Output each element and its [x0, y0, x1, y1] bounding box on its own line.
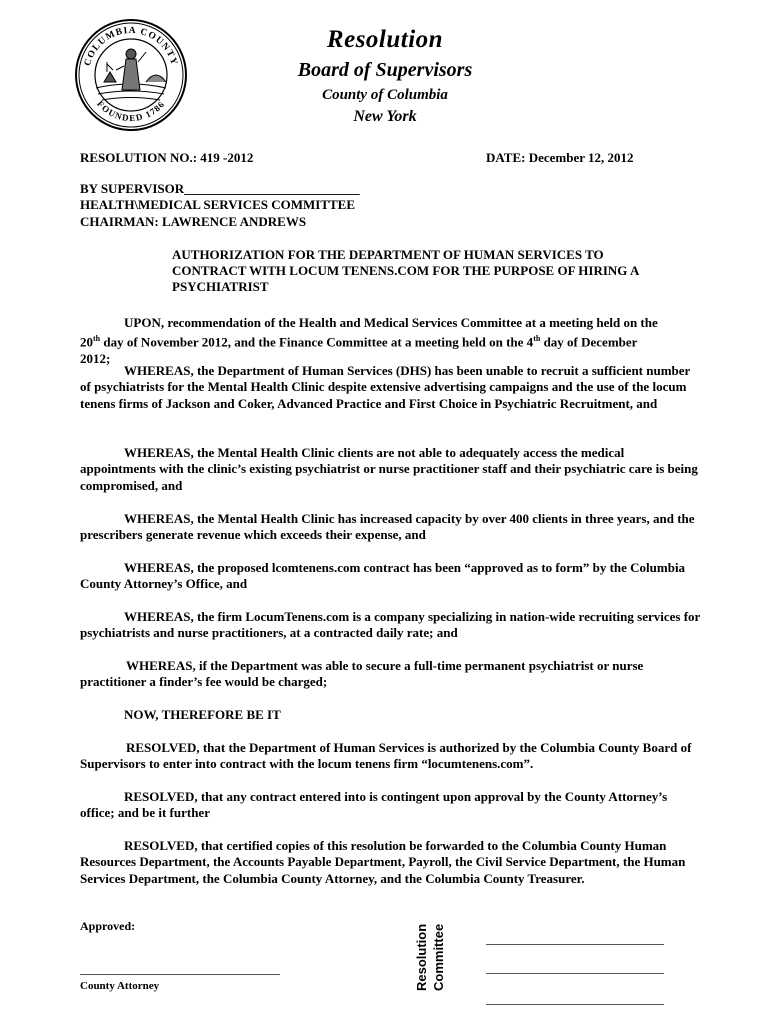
county-attorney-label: County Attorney — [80, 980, 160, 992]
whereas-paragraph-3 — [80, 511, 702, 544]
committee-chairman: CHAIRMAN: LAWRENCE ANDREWS — [80, 214, 307, 229]
resolution-committee-stamp — [412, 923, 452, 992]
therefore-line — [80, 707, 702, 723]
resolved-paragraph-3 — [80, 838, 702, 887]
resolved-3-text: RESOLVED, that certified copies of this resolution be forwarded to the Columbia County Human Resources Department, the Accounts Payable Department, Payroll, the Civil Service Department, the Human Services Department, the Columbia County Attorney, and the Columbia County Treasurer. — [80, 838, 686, 886]
whereas-4-text: WHEREAS, the proposed lcomtenens.com contract has been “approved as to form” by the Columbia County Attorney’s Office, and — [80, 560, 686, 592]
whereas-3-text: WHEREAS, the Mental Health Clinic has increased capacity by over 400 clients in three years, and the prescribers generate revenue which exceeds their expense, and — [80, 511, 695, 543]
seal-ring-bottom-text: FOUNDED 1786 — [95, 98, 167, 124]
attorney-signature-line — [80, 974, 280, 975]
seal-ring-top-text: COLUMBIA COUNTY — [83, 25, 179, 68]
upon-line-1: UPON, recommendation of the Health and Medical Services Committee at a meeting held on the — [124, 315, 658, 330]
whereas-paragraph-2 — [80, 445, 702, 494]
upon-day: 20 — [80, 334, 93, 350]
upon-sup-1: th — [93, 334, 101, 344]
upon-paragraph — [80, 315, 702, 367]
resolution-date: DATE: December 12, 2012 — [486, 150, 634, 165]
approved-label: Approved: — [80, 919, 136, 933]
whereas-paragraph-5 — [80, 609, 702, 642]
committee-signature-line-1 — [486, 944, 664, 945]
subject-line-2: CONTRACT WITH LOCUM TENENS.COM FOR THE PURPOSE OF HIRING A — [172, 263, 640, 278]
subject-line-1: AUTHORIZATION FOR THE DEPARTMENT OF HUMAN SERVICES TO — [172, 247, 604, 262]
whereas-1-text: WHEREAS, the Department of Human Services (DHS) has been unable to recruit a sufficient number of psychiatrists for the Mental Health Clinic despite extensive advertising campaigns and the use of the locum tenens firms of Jackson and Coker, Advanced Practice and First Choice in Psychiatric Recruitment, and — [80, 363, 691, 411]
county-name: County of Columbia — [322, 87, 448, 103]
stamp-line-resolution: Resolution — [414, 923, 429, 991]
document-title: Resolution — [326, 26, 444, 53]
upon-line-2b: day of December — [540, 334, 638, 350]
subject-line-3: PSYCHIATRIST — [172, 279, 269, 294]
therefore-text: NOW, THEREFORE BE IT — [124, 707, 281, 722]
resolution-number: RESOLUTION NO.: 419 -2012 — [80, 150, 254, 165]
stamp-line-committee: Committee — [431, 923, 446, 991]
resolved-2-text: RESOLVED, that any contract entered into is contingent upon approval by the County Attorney’s office; and be it further — [80, 789, 668, 821]
upon-line-2: day of November 2012, and the Finance Committee at a meeting held on the 4 — [100, 334, 534, 350]
whereas-5-text: WHEREAS, the firm LocumTenens.com is a company specializing in nation-wide recruiting services for psychiatrists and nurse practitioners, at a contracted daily rate; and — [80, 609, 701, 641]
by-supervisor: BY SUPERVISOR___________________________ — [80, 181, 360, 196]
whereas-paragraph-1 — [80, 363, 702, 412]
state-name: New York — [353, 108, 417, 125]
whereas-6-text: WHEREAS, if the Department was able to secure a full-time permanent psychiatrist or nurse practitioner a finder’s fee would be charged; — [80, 658, 644, 690]
whereas-2-text: WHEREAS, the Mental Health Clinic clients are not able to adequately access the medical appointments with the clinic’s existing psychiatrist or nurse practitioner staff and their psychiatric care is being compromised, and — [80, 445, 698, 493]
resolved-paragraph-2 — [80, 789, 702, 822]
committee-signature-line-3 — [486, 1004, 664, 1005]
resolved-1-text: RESOLVED, that the Department of Human Services is authorized by the Columbia County Board of Supervisors to enter into contract with the locum tenens firm “locumtenens.com”. — [80, 740, 692, 772]
whereas-paragraph-6 — [80, 658, 702, 691]
committee-name: HEALTH\MEDICAL SERVICES COMMITTEE — [80, 197, 356, 212]
whereas-paragraph-4 — [80, 560, 702, 593]
resolved-paragraph-1 — [80, 740, 702, 773]
committee-signature-line-2 — [486, 973, 664, 974]
board-subtitle: Board of Supervisors — [297, 59, 473, 81]
upon-line-3: 2012; — [80, 350, 111, 366]
upon-sup-2: th — [533, 334, 541, 344]
